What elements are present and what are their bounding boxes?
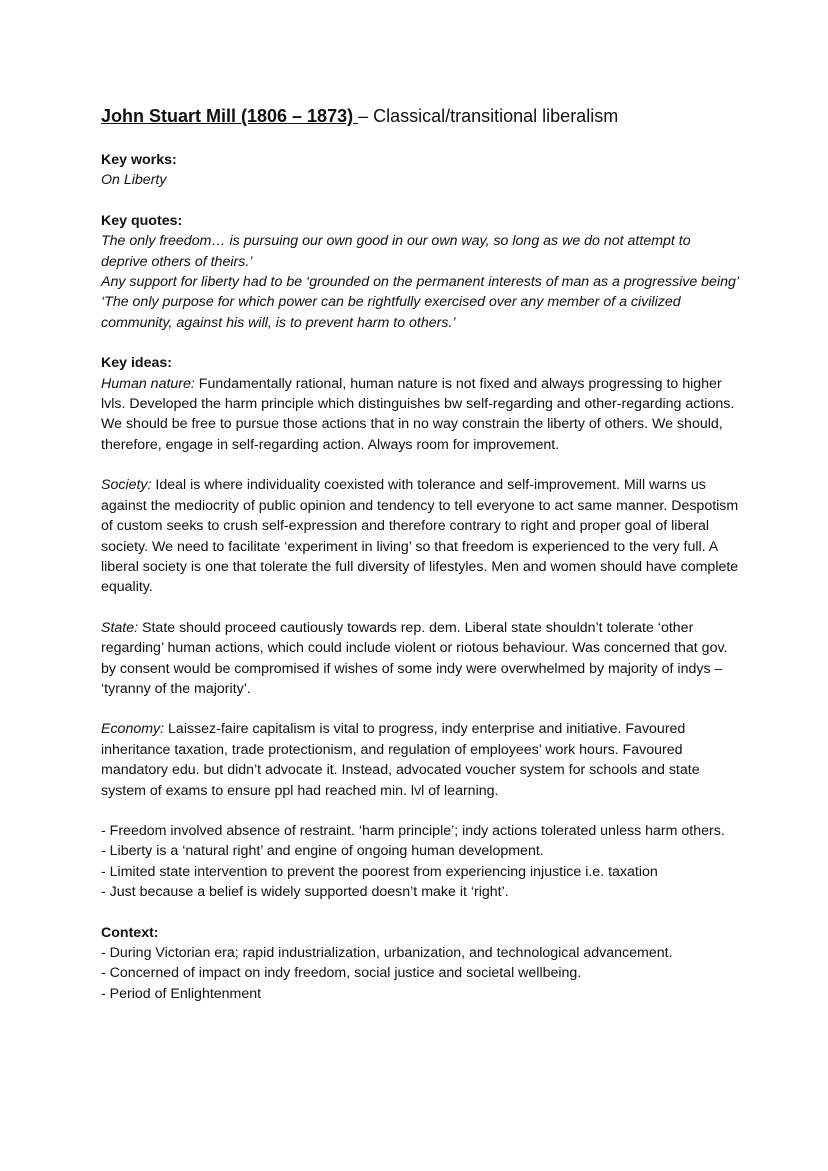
list-item: - Freedom involved absence of restraint. ‘harm principle’; indy actions tolerated unless harm others. (101, 822, 725, 839)
document-title (101, 104, 741, 128)
key-ideas-section (101, 353, 741, 902)
list-item: - Liberty is a ‘natural right’ and engine of ongoing human development. (101, 843, 544, 860)
idea-text: State should proceed cautiously towards rep. dem. Liberal state shouldn’t tolerate ‘other regarding’ human actions, which could include violent or riotous behaviour. Was concerned that gov. by consent would be compromised if wishes of some indy were overwhelmed by majority of indys – ‘tyranny of the majority’. (101, 619, 728, 697)
idea-text: Ideal is where individuality coexisted with tolerance and self-improvement. Mill warns us against the mediocrity of public opinion and tendency to tell everyone to act same manner. Despotism of custom seeks to crush self-expression and therefore contrary to right and proper goal of liberal society. We need to facilitate ‘experiment in living’ so that freedom is experienced to the very full. A liberal society is one that tolerate the full diversity of lifestyles. Men and women should have complete equality. (101, 477, 739, 596)
key-ideas-heading: Key ideas: (101, 355, 172, 372)
list-item: - Just because a belief is widely supported doesn’t make it ‘right’. (101, 884, 509, 901)
key-work-item: On Liberty (101, 172, 167, 189)
key-quotes-heading: Key quotes: (101, 212, 183, 229)
idea-society (101, 475, 741, 597)
idea-label: Economy: (101, 721, 165, 738)
key-works-heading: Key works: (101, 152, 177, 168)
idea-text: Laissez-faire capitalism is vital to progress, indy enterprise and initiative. Favoured inheritance taxation, trade protectionism, and regulation of employees’ work hours. Favoured mandatory edu. but didn’t advocate it. Instead, advocated voucher system for schools and state system of exams to ensure ppl had reached min. lvl of learning. (101, 721, 700, 799)
idea-state (101, 618, 741, 700)
idea-label: Society: (101, 477, 152, 494)
document-page (101, 104, 741, 1004)
list-item: - Limited state intervention to prevent the poorest from experiencing injustice i.e. taxation (101, 863, 658, 880)
idea-text: Fundamentally rational, human nature is not fixed and always progressing to higher lvls. Developed the harm principle which distinguishes bw self-regarding and other-regarding actions. We should be free to pursue those actions that in no way constrain the liberty of others. We should, therefore, engage in self-regarding action. Always room for improvement. (101, 375, 735, 453)
list-item: - Concerned of impact on indy freedom, social justice and societal wellbeing. (101, 965, 582, 982)
quote-item: The only freedom… is pursuing our own good in our own way, so long as we do not attempt to deprive others of theirs.’ (101, 233, 691, 270)
key-quotes-section (101, 211, 741, 333)
key-works-section (101, 150, 741, 191)
quote-item: Any support for liberty had to be ‘grounded on the permanent interests of man as a progressive being’ (101, 274, 740, 291)
idea-human-nature (101, 374, 741, 456)
title-subtitle: – Classical/transitional liberalism (358, 106, 619, 126)
ideas-bullet-list (101, 821, 741, 903)
quote-item: ‘The only purpose for which power can be rightfully exercised over any member of a civilized community, against his will, is to prevent harm to others.’ (101, 294, 681, 331)
list-item: - During Victorian era; rapid industrialization, urbanization, and technological advancement. (101, 945, 673, 961)
idea-label: State: (101, 619, 139, 636)
idea-label: Human nature: (101, 375, 195, 392)
idea-economy (101, 719, 741, 801)
context-section (101, 923, 741, 1005)
list-item: - Period of Enlightenment (101, 985, 262, 1002)
title-main: John Stuart Mill (1806 – 1873) (101, 106, 359, 126)
context-heading: Context: (101, 924, 159, 941)
